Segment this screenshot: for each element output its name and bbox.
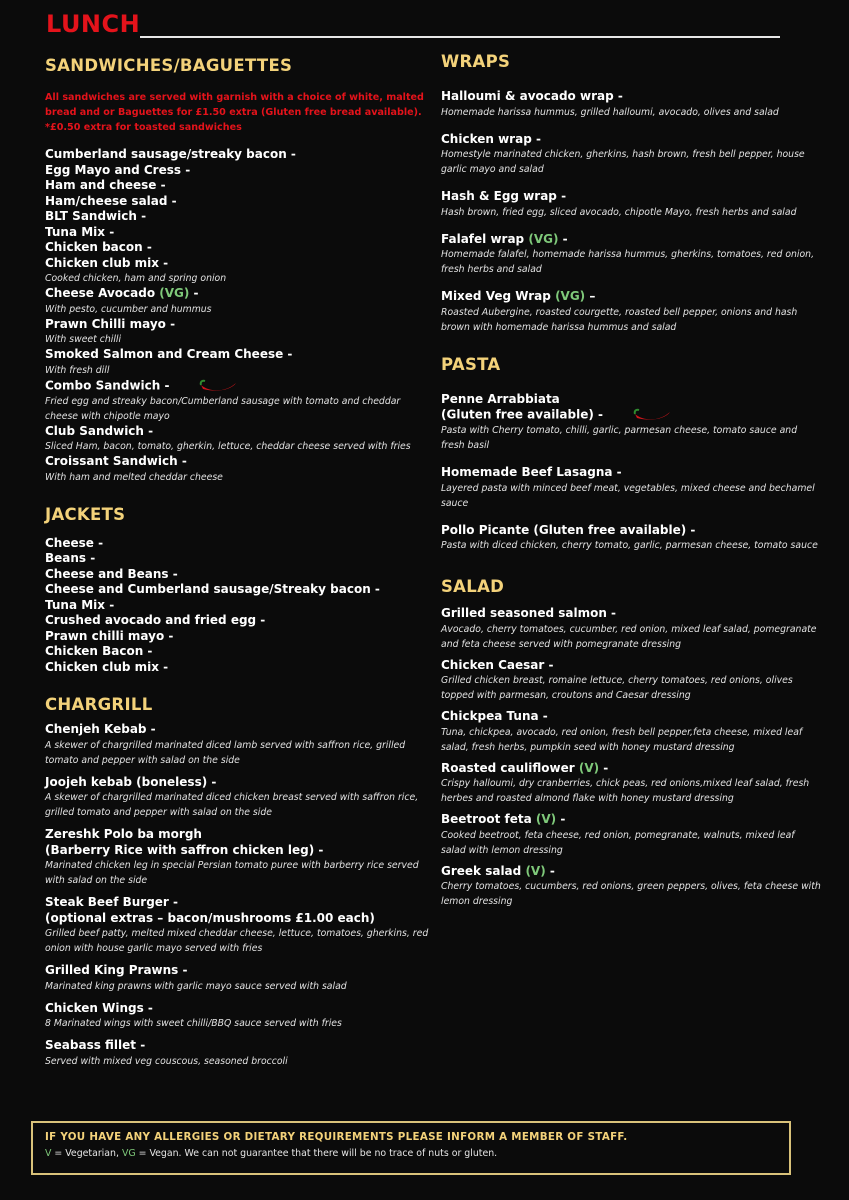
diet-tag: (VG) [159, 286, 190, 300]
menu-item-description: A skewer of chargrilled marinated diced lamb served with saffron rice, grilled tomato and pepper with salad on the side [45, 739, 406, 766]
menu-item [441, 289, 821, 335]
vegan-key-text: = Vegan. We can not guarantee that there will be no trace of nuts or gluten. [135, 1148, 498, 1159]
menu-item-name [45, 240, 435, 256]
menu-item-name [45, 286, 435, 302]
menu-item [441, 606, 821, 652]
menu-item-name [45, 147, 435, 163]
menu-item [45, 378, 435, 424]
chili-pepper-icon [633, 407, 673, 423]
menu-item-suffix: - [599, 760, 609, 775]
right-column [441, 52, 821, 915]
allergy-notice [31, 1121, 791, 1175]
jacket-item: Cheese and Beans - [45, 566, 178, 581]
menu-item-title: Ham and cheese - [45, 178, 166, 192]
menu-item-title: Hash & Egg wrap - [441, 189, 567, 203]
menu-item [45, 1001, 435, 1032]
menu-item-name [441, 658, 821, 674]
menu-item-name [45, 963, 435, 979]
sandwiches-list [45, 147, 435, 485]
menu-item [45, 895, 435, 956]
menu-item-name [441, 232, 821, 248]
menu-item [45, 163, 435, 179]
menu-item-title: Pollo Picante (Gluten free available) - [441, 522, 696, 537]
menu-item-title: Falafel wrap [441, 231, 525, 246]
menu-item-title: Greek salad [441, 863, 522, 878]
menu-item [45, 347, 435, 378]
sandwiches-note: All sandwiches are served with garnish with a choice of white, malted bread and or Baguettes for £1.50 extra (Gluten free bread available). *£0.50 extra for toasted sandwiches [45, 92, 424, 133]
menu-item-name [441, 465, 821, 481]
menu-item-description: Pasta with Cherry tomato, chilli, garlic, parmesan cheese, tomato sauce and fresh basil [441, 425, 798, 451]
menu-item-title: Mixed Veg Wrap [441, 289, 551, 303]
jacket-item: Chicken club mix - [45, 659, 169, 674]
menu-item-name [441, 606, 821, 622]
menu-item [441, 189, 821, 220]
menu-item-name [441, 864, 821, 880]
menu-item-name [441, 189, 821, 205]
menu-item-title: Homemade Beef Lasagna - [441, 465, 622, 479]
menu-item-name [45, 424, 435, 440]
menu-item-description: With pesto, cucumber and hummus [45, 303, 212, 315]
menu-item-name [441, 89, 821, 105]
jacket-item: Crushed avocado and fried egg - [45, 613, 266, 627]
diet-tag: (V) [535, 812, 557, 826]
menu-item-suffix: - [545, 863, 555, 878]
menu-item-description: Grilled beef patty, melted mixed cheddar cheese, lettuce, tomatoes, gherkins, red onion with house garlic mayo served with fries [45, 928, 429, 954]
menu-item-title: Cumberland sausage/streaky bacon - [45, 147, 296, 161]
menu-item [45, 775, 435, 821]
menu-item-name [441, 392, 821, 408]
menu-item [441, 658, 821, 704]
menu-item-description: Served with mixed veg couscous, seasoned broccoli [45, 1055, 288, 1067]
menu-item-description: With sweet chilli [45, 334, 122, 345]
menu-item-name [45, 1038, 435, 1054]
menu-item [45, 209, 435, 225]
menu-item-title: Combo Sandwich - [45, 378, 170, 392]
menu-item-name [441, 289, 821, 305]
menu-item [441, 132, 821, 178]
vegetarian-key-text: = Vegetarian, [51, 1148, 122, 1159]
menu-item-name [441, 709, 821, 725]
menu-item [441, 709, 821, 755]
menu-item-title: Prawn Chilli mayo - [45, 316, 176, 331]
chargrill-heading: CHARGRILL [45, 695, 153, 714]
allergy-warning: IF YOU HAVE ANY ALLERGIES OR DIETARY REQUIREMENTS PLEASE INFORM A MEMBER OF STAFF. [45, 1131, 628, 1143]
menu-item-title: Chicken club mix - [45, 255, 169, 270]
menu-item-suffix: - [189, 286, 199, 300]
menu-item-title: Halloumi & avocado wrap - [441, 89, 623, 103]
menu-item [45, 240, 435, 256]
menu-item-description: Roasted Aubergine, roasted courgette, roasted bell pepper, onions and hash brown with homemade harissa hummus and salad [441, 306, 798, 333]
menu-item [45, 256, 435, 287]
menu-item-description: Tuna, chickpea, avocado, red onion, fresh bell pepper,feta cheese, mixed leaf salad, fresh herbs, pumpkin seed with honey mustard dressing [441, 726, 803, 753]
menu-item [45, 286, 435, 317]
menu-item [441, 523, 821, 554]
menu-item-name [45, 827, 435, 843]
menu-item [45, 178, 435, 194]
salad-heading: SALAD [441, 577, 505, 596]
menu-item-title: Egg Mayo and Cress - [45, 162, 191, 177]
jacket-item: Prawn chilli mayo - [45, 628, 174, 643]
menu-item-name [45, 347, 435, 363]
menu-item-description: Layered pasta with minced beef meat, vegetables, mixed cheese and bechamel sauce [441, 482, 815, 509]
menu-item-description: Cooked chicken, ham and spring onion [45, 273, 227, 284]
menu-item-suffix: - [556, 812, 566, 826]
menu-item-subtitle-text: (Barberry Rice with saffron chicken leg) - [45, 842, 324, 857]
diet-tag: (VG) [555, 289, 586, 303]
menu-item-title: Croissant Sandwich - [45, 454, 187, 468]
menu-item [45, 194, 435, 210]
menu-item-title: Zereshk Polo ba morgh [45, 827, 202, 841]
menu-item-description: Hash brown, fried egg, sliced avocado, chipotle Mayo, fresh herbs and salad [441, 206, 797, 218]
menu-item-title: Cheese Avocado [45, 286, 156, 300]
menu-item-name [441, 812, 821, 828]
menu-item [45, 424, 435, 455]
menu-item-suffix: - [558, 231, 568, 246]
menu-item-title: Tuna Mix - [45, 224, 115, 239]
menu-item-name [45, 163, 435, 179]
menu-item-title: Beetroot feta [441, 812, 532, 826]
jackets-heading: JACKETS [45, 504, 126, 524]
menu-item [45, 963, 435, 994]
menu-item-name [45, 1001, 435, 1017]
diet-tag: (V) [578, 760, 600, 775]
chargrill-list [45, 722, 435, 1069]
menu-item-title: Grilled seasoned salmon - [441, 606, 617, 620]
menu-item [441, 761, 821, 807]
pasta-list [441, 392, 821, 554]
wraps-heading: WRAPS [441, 52, 511, 71]
menu-item [45, 225, 435, 241]
menu-item-name [441, 523, 821, 539]
menu-item-title: Chicken Wings - [45, 1000, 153, 1015]
menu-item-subtitle-text: (optional extras – bacon/mushrooms £1.00 each) [45, 910, 375, 925]
menu-item [45, 147, 435, 163]
jacket-item: Beans - [45, 551, 96, 565]
menu-item-name [45, 256, 435, 272]
menu-item-title: Smoked Salmon and Cream Cheese - [45, 347, 293, 361]
left-column [45, 52, 435, 1076]
menu-item-name [45, 209, 435, 225]
diet-tag: (VG) [528, 231, 559, 246]
menu-item [441, 392, 821, 454]
menu-item-description: Cooked beetroot, feta cheese, red onion, pomegranate, walnuts, mixed leaf salad with lemon dressing [441, 829, 795, 856]
menu-item-title: Joojeh kebab (boneless) - [45, 774, 217, 789]
menu-item-description: Marinated chicken leg in special Persian tomato puree with barberry rice served with salad on the side [45, 860, 419, 886]
menu-item-title: Roasted cauliflower [441, 760, 575, 775]
menu-item-name [441, 132, 821, 148]
menu-item-title: Seabass fillet - [45, 1038, 146, 1052]
chili-pepper-icon [199, 378, 239, 394]
menu-item-title: Chicken Caesar - [441, 657, 554, 672]
menu-item-title: Grilled King Prawns - [45, 963, 188, 977]
jacket-item: Cheese - [45, 535, 104, 550]
menu-item-name [45, 317, 435, 333]
menu-item-description: Pasta with diced chicken, cherry tomato, garlic, parmesan cheese, tomato sauce [441, 540, 818, 551]
sandwiches-heading: SANDWICHES/BAGUETTES [45, 56, 293, 75]
page-title: LUNCH [46, 10, 141, 38]
title-divider [140, 36, 780, 38]
menu-item-description: Homemade falafel, homemade harissa hummus, gherkins, tomatoes, red onion, fresh herbs and salad [441, 249, 815, 275]
menu-item-name [45, 178, 435, 194]
menu-item [441, 89, 821, 120]
menu-item-subtitle [441, 407, 821, 423]
menu-item-description: Cherry tomatoes, cucumbers, red onions, green peppers, olives, feta cheese with lemon dressing [441, 881, 821, 907]
menu-item [441, 465, 821, 511]
diet-key [45, 1148, 777, 1159]
menu-item [441, 232, 821, 278]
menu-item-description: Homemade harissa hummus, grilled halloumi, avocado, olives and salad [441, 106, 779, 118]
menu-item-name [45, 722, 435, 738]
menu-item-description: Crispy halloumi, dry cranberries, chick peas, red onions,mixed leaf salad, fresh herbes and roasted almond flake with honey mustard dressing [441, 778, 810, 804]
menu-item [45, 722, 435, 768]
menu-item-name [45, 194, 435, 210]
vegetarian-key: V [45, 1148, 52, 1159]
menu-item [441, 812, 821, 858]
menu-item-title: Steak Beef Burger - [45, 895, 179, 909]
jacket-item: Chicken Bacon - [45, 644, 153, 658]
menu-item-description: Avocado, cherry tomatoes, cucumber, red onion, mixed leaf salad, pomegranate and feta cheese served with pomegranate dressing [441, 623, 817, 650]
menu-item-description: Homestyle marinated chicken, gherkins, hash brown, fresh bell pepper, house garlic mayo and salad [441, 149, 805, 175]
menu-item-description: Grilled chicken breast, romaine lettuce, cherry tomatoes, red onions, olives topped with parmesan, croutons and Caesar dressing [441, 675, 793, 701]
menu-item-subtitle [45, 911, 435, 927]
jackets-list [45, 536, 435, 676]
menu-item-name [45, 378, 435, 394]
menu-item-title: Chicken wrap - [441, 131, 541, 146]
menu-item [441, 864, 821, 910]
menu-item [45, 1038, 435, 1069]
menu-item-subtitle-text: (Gluten free available) - [441, 407, 604, 422]
menu-item-description: Fried egg and streaky bacon/Cumberland sausage with tomato and cheddar cheese with chipotle mayo [45, 395, 401, 422]
jacket-item: Cheese and Cumberland sausage/Streaky bacon - [45, 582, 380, 596]
menu-item-name [45, 895, 435, 911]
pasta-heading: PASTA [441, 354, 501, 374]
menu-item-description: Sliced Ham, bacon, tomato, gherkin, lettuce, cheddar cheese served with fries [45, 441, 411, 452]
menu-item-description: With ham and melted cheddar cheese [45, 471, 223, 483]
menu-item-description: With fresh dill [45, 364, 110, 376]
wraps-list [441, 89, 821, 335]
diet-tag: (V) [525, 863, 546, 878]
menu-item-name [45, 775, 435, 791]
menu-item-title: Chicken bacon - [45, 240, 152, 254]
menu-item-title: Chickpea Tuna - [441, 709, 548, 723]
menu-item [45, 454, 435, 485]
menu-item-name [45, 225, 435, 241]
menu-item [45, 317, 435, 348]
menu-item-title: Penne Arrabbiata [441, 391, 560, 406]
salad-list [441, 606, 821, 909]
jacket-item: Tuna Mix - [45, 597, 115, 612]
menu-item-description: A skewer of chargrilled marinated diced chicken breast served with saffron rice, grilled tomato and pepper with salad on the side [45, 792, 419, 818]
menu-item-title: Chenjeh Kebab - [45, 722, 156, 736]
menu-item-name [45, 454, 435, 470]
menu-item [45, 827, 435, 888]
menu-item-title: Ham/cheese salad - [45, 193, 177, 208]
menu-item-subtitle [45, 843, 435, 859]
menu-item-description: Marinated king prawns with garlic mayo sauce served with salad [45, 980, 347, 992]
menu-item-suffix: – [585, 289, 596, 303]
menu-item-name [441, 761, 821, 777]
vegan-key: VG [121, 1148, 136, 1159]
menu-item-title: BLT Sandwich - [45, 209, 147, 223]
menu-item-title: Club Sandwich - [45, 423, 154, 438]
menu-item-description: 8 Marinated wings with sweet chilli/BBQ sauce served with fries [45, 1018, 342, 1029]
